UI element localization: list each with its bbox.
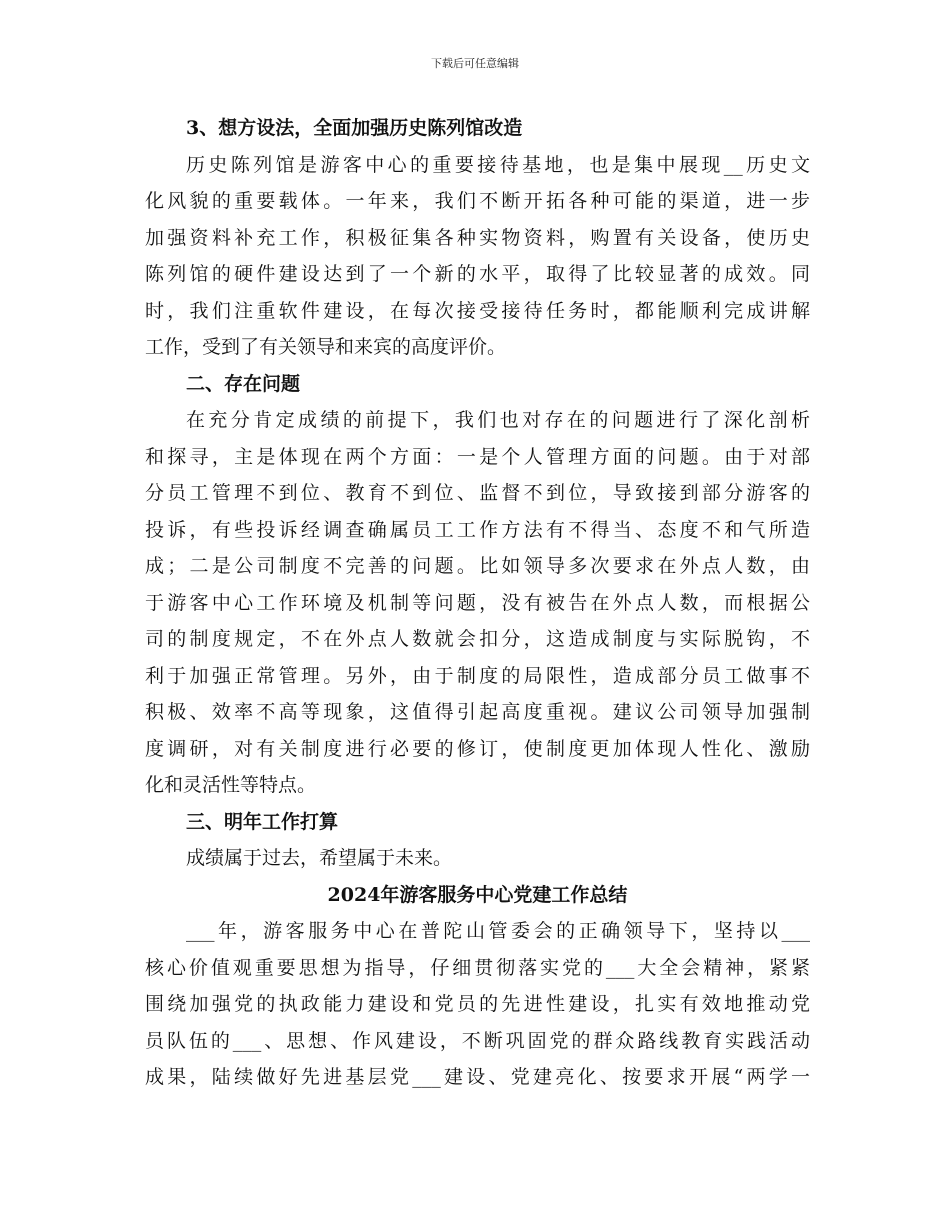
paragraph-line: 积极、效率不高等现象，这值得引起高度重视。建议公司领导加强制 [145, 701, 810, 723]
paragraph-line: 围绕加强党的执政能力建设和党员的先进性建设，扎实有效地推动党 [145, 993, 810, 1015]
section-heading-exhibition-hall: 3、想方设法，全面加强历史陈列馆改造 [186, 117, 523, 139]
paragraph-line: 分员工管理不到位、教育不到位、监督不到位，导致接到部分游客的 [145, 482, 810, 504]
paragraph-line: 和探寻，主是体现在两个方面：一是个人管理方面的问题。由于对部 [145, 445, 810, 468]
document-body [145, 110, 810, 1096]
paragraph-line: 化和灵活性等特点。 [145, 774, 317, 796]
paragraph-line: 成绩属于过去，希望属于未来。 [186, 847, 453, 869]
paragraph-line: 利于加强正常管理。另外，由于制度的局限性，造成部分员工做事不 [145, 664, 810, 687]
paragraph-line: 于游客中心工作环境及机制等问题，没有被告在外点人数，而根据公 [145, 591, 810, 614]
paragraph-line: 历史陈列馆是游客中心的重要接待基地，也是集中展现__历史文 [186, 153, 810, 176]
paragraph-line: 司的制度规定，不在外点人数就会扣分，这造成制度与实际脱钩，不 [145, 628, 810, 650]
section-heading-next-year-plan: 三、明年工作打算 [186, 810, 339, 833]
paragraph-line: 度调研，对有关制度进行必要的修订，使制度更加体现人性化、激励 [145, 737, 810, 760]
paragraph-line: 时，我们注重软件建设，在每次接受接待任务时，都能顺利完成讲解 [145, 299, 810, 322]
paragraph-line: 在充分肯定成绩的前提下，我们也对存在的问题进行了深化剖析 [186, 409, 810, 431]
paragraph-line: 投诉，有些投诉经调查确属员工工作方法有不得当、态度不和气所造 [145, 518, 810, 541]
paragraph-line: 成果，陆续做好先进基层党___建设、党建亮化、按要求开展“两学一 [145, 1066, 810, 1088]
page-header: 下载后可任意编辑 [431, 57, 519, 70]
paragraph-line: 加强资料补充工作，积极征集各种实物资料，购置有关设备，使历史 [145, 226, 810, 249]
paragraph-line: 核心价值观重要思想为指导，仔细贯彻落实党的___大全会精神，紧紧 [145, 956, 810, 979]
paragraph-line: 工作，受到了有关领导和来宾的高度评价。 [145, 336, 507, 358]
paragraph-line: ___年，游客服务中心在普陀山管委会的正确领导下，坚持以___ [186, 920, 810, 942]
paragraph-line: 员队伍的___、思想、作风建设，不断巩固党的群众路线教育实践活动 [145, 1029, 810, 1052]
paragraph-line: 化风貌的重要载体。一年来，我们不断开拓各种可能的渠道，进一步 [145, 190, 810, 212]
paragraph-line: 成；二是公司制度不完善的问题。比如领导多次要求在外点人数，由 [145, 555, 810, 577]
paragraph-line: 陈列馆的硬件建设达到了一个新的水平，取得了比较显著的成效。同 [145, 263, 810, 285]
document-title: 2024年游客服务中心党建工作总结 [327, 883, 628, 906]
section-heading-problems: 二、存在问题 [186, 372, 301, 395]
